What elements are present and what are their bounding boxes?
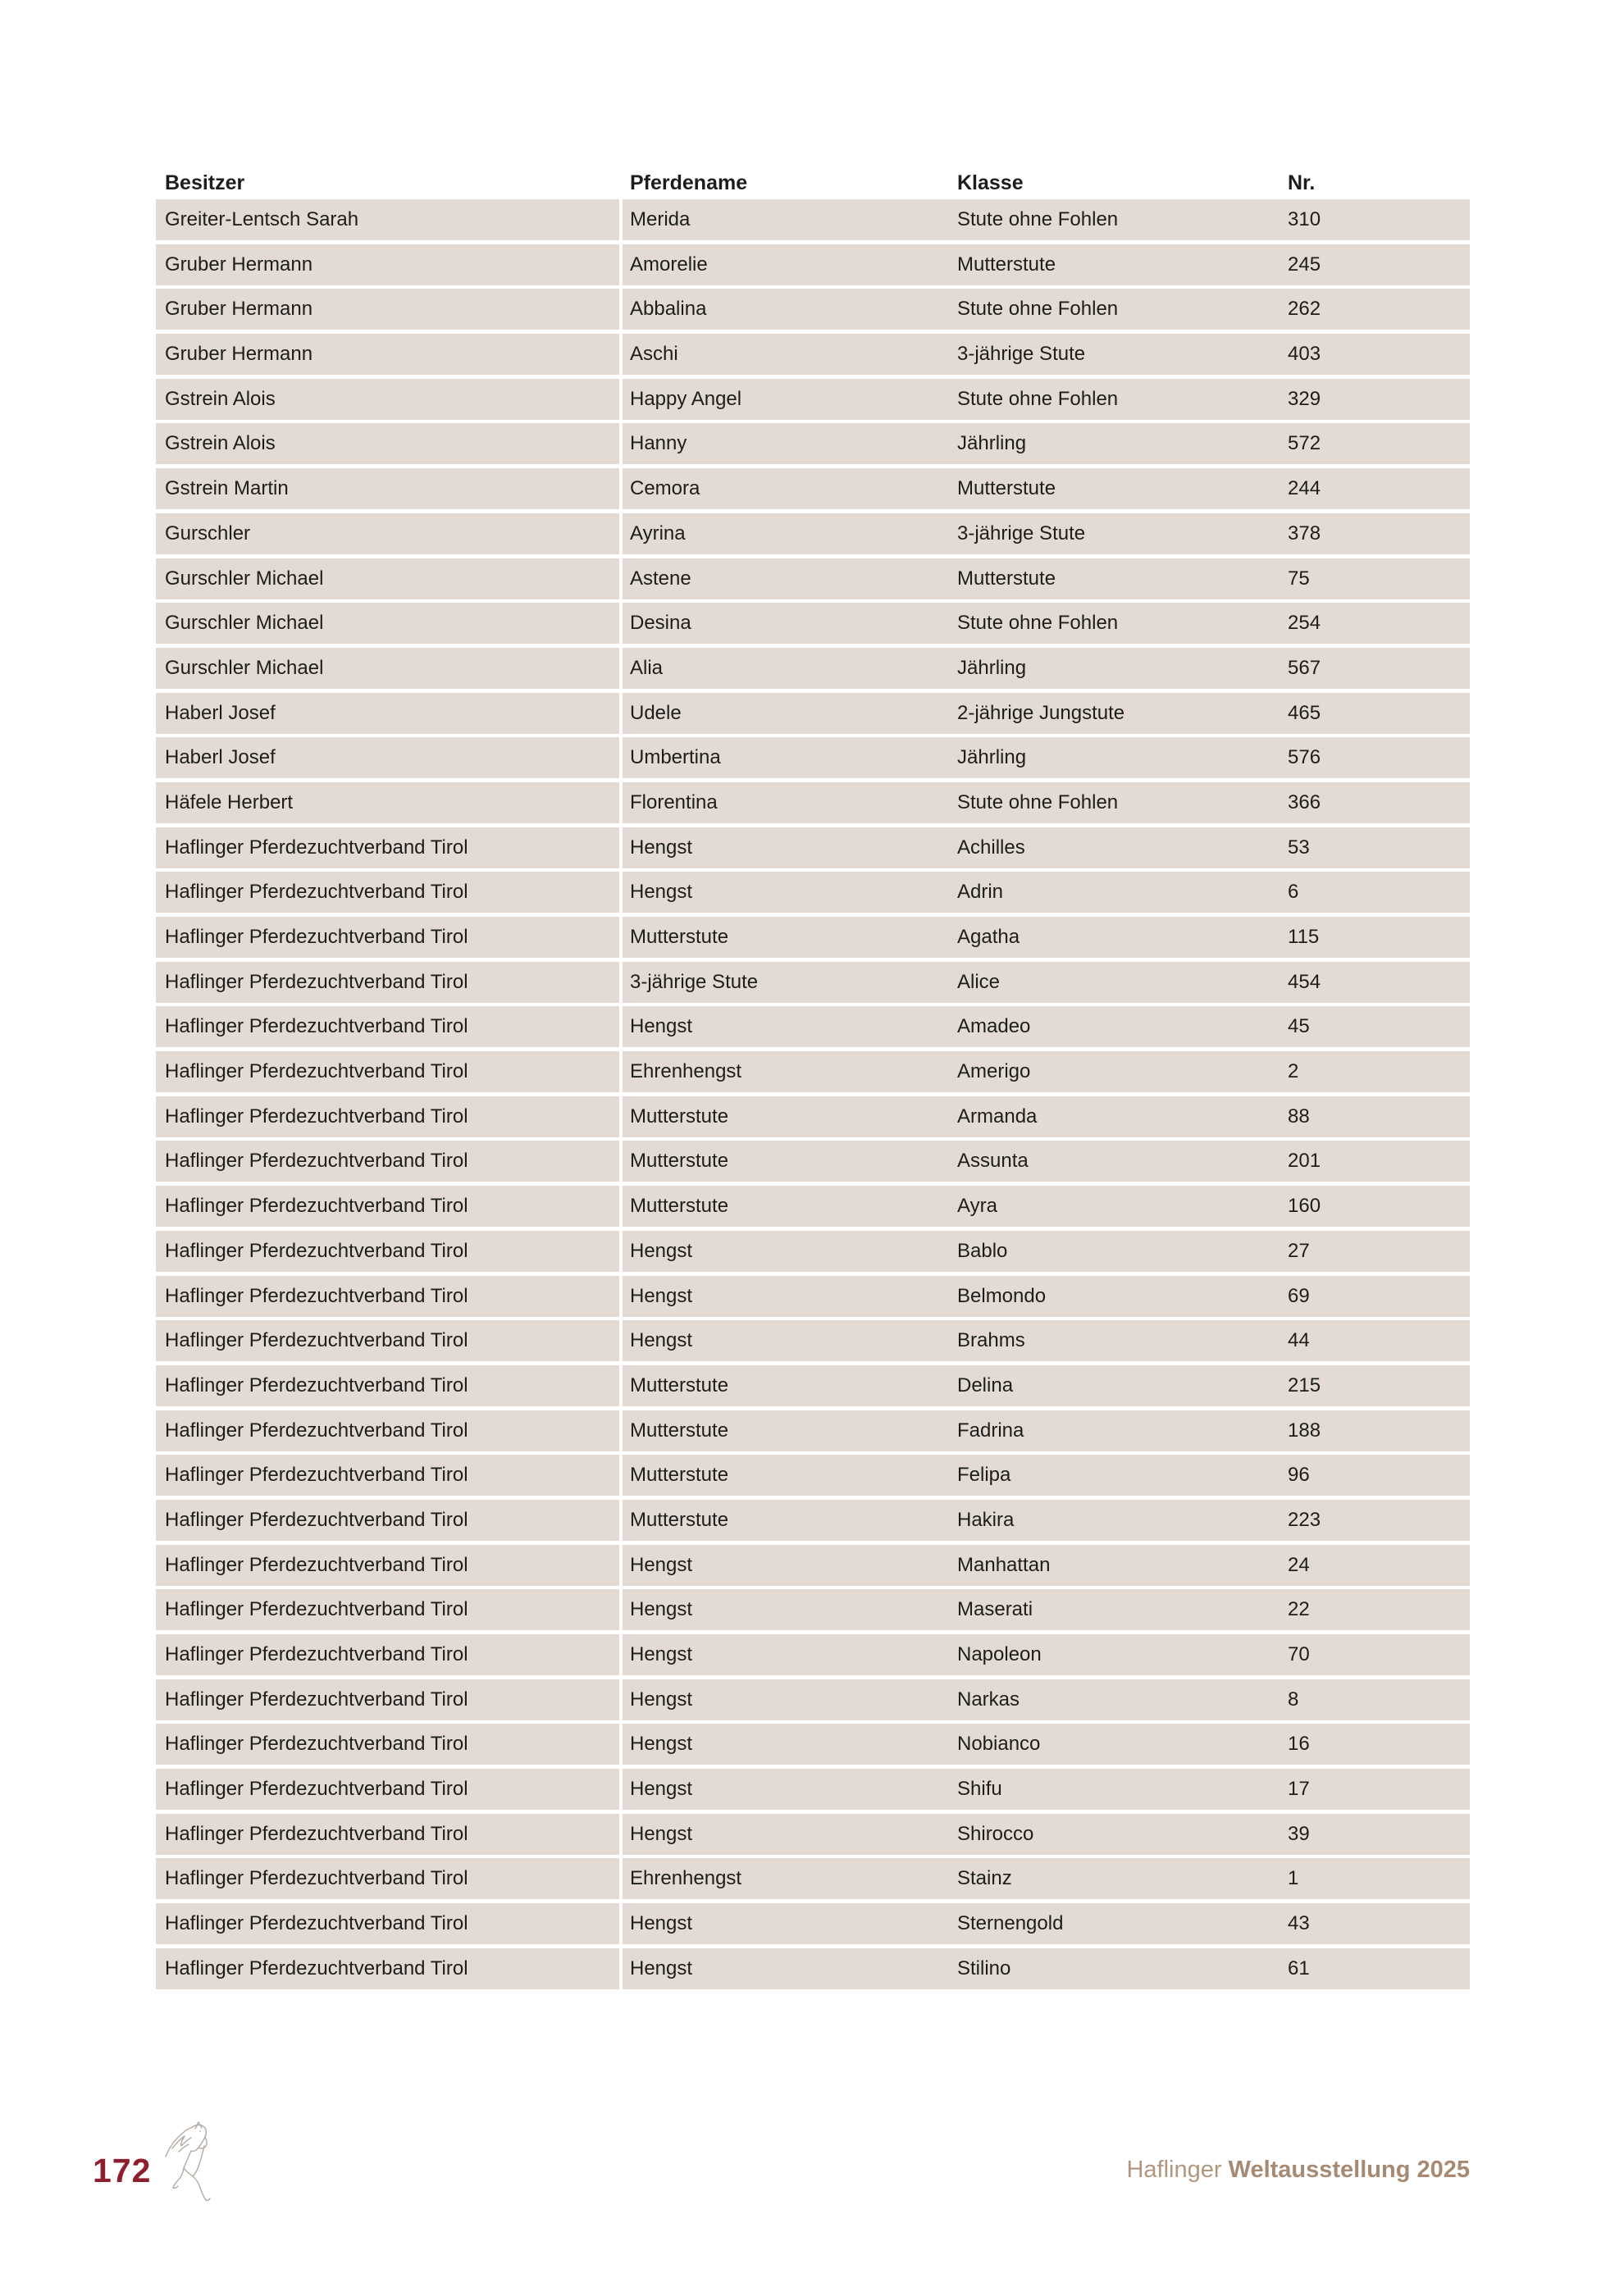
cell-besitzer: Gruber Hermann: [165, 343, 313, 366]
cell-pferdename: Mutterstute: [630, 1195, 729, 1218]
cell-klasse: Armanda: [957, 1105, 1038, 1128]
cell-besitzer: Greiter-Lentsch Sarah: [165, 208, 359, 230]
cell-nr: 2: [1288, 1060, 1299, 1083]
table-row: [156, 917, 1470, 958]
cell-nr: 245: [1288, 253, 1321, 276]
table-row: [156, 1679, 1470, 1720]
cell-klasse: Stute ohne Fohlen: [957, 790, 1119, 813]
cell-besitzer: Haflinger Pferdezuchtverband Tirol: [165, 1195, 468, 1218]
table-row: [156, 1231, 1470, 1272]
cell-klasse: Stainz: [957, 1867, 1012, 1890]
cell-besitzer: Gurschler Michael: [165, 567, 324, 590]
table-row: [156, 827, 1470, 868]
cell-besitzer: Haflinger Pferdezuchtverband Tirol: [165, 836, 468, 859]
cell-pferdename: Amorelie: [630, 253, 708, 276]
cell-besitzer: Haflinger Pferdezuchtverband Tirol: [165, 1822, 468, 1845]
cell-nr: 16: [1288, 1733, 1310, 1756]
cell-pferdename: Hengst: [630, 1284, 693, 1307]
column-header-nr: Nr.: [1288, 171, 1316, 194]
cell-klasse: Fadrina: [957, 1419, 1024, 1442]
cell-pferdename: Mutterstute: [630, 1464, 729, 1487]
row-background-right: [623, 1051, 1470, 1092]
table-row: [156, 1186, 1470, 1227]
cell-besitzer: Haflinger Pferdezuchtverband Tirol: [165, 1464, 468, 1487]
row-background-right: [623, 1948, 1470, 1989]
cell-pferdename: Mutterstute: [630, 1374, 729, 1396]
cell-pferdename: Umbertina: [630, 746, 721, 769]
table-row: [156, 1276, 1470, 1317]
cell-nr: 366: [1288, 790, 1321, 813]
cell-klasse: Stute ohne Fohlen: [957, 612, 1119, 635]
table-row: [156, 513, 1470, 554]
cell-pferdename: Hengst: [630, 881, 693, 904]
cell-pferdename: Aschi: [630, 343, 678, 366]
row-background-right: [623, 1500, 1470, 1541]
table-body: [156, 199, 1470, 1989]
cell-klasse: 3-jährige Stute: [957, 343, 1086, 366]
cell-pferdename: Hengst: [630, 1822, 693, 1845]
cell-nr: 403: [1288, 343, 1321, 366]
row-background-right: [623, 737, 1470, 778]
table-row: [156, 962, 1470, 1003]
cell-nr: 223: [1288, 1508, 1321, 1531]
row-background-right: [623, 1276, 1470, 1317]
cell-pferdename: Ayrina: [630, 522, 686, 544]
table-row: [156, 1858, 1470, 1899]
cell-besitzer: Haflinger Pferdezuchtverband Tirol: [165, 926, 468, 948]
cell-nr: 215: [1288, 1374, 1321, 1396]
cell-nr: 75: [1288, 567, 1310, 590]
table-row: [156, 423, 1470, 464]
cell-besitzer: Gurschler Michael: [165, 656, 324, 679]
cell-besitzer: Gstrein Alois: [165, 432, 276, 455]
row-background-right: [623, 1410, 1470, 1451]
cell-besitzer: Haflinger Pferdezuchtverband Tirol: [165, 1957, 468, 1979]
table-row: [156, 1051, 1470, 1092]
row-background-right: [623, 1141, 1470, 1182]
cell-klasse: Shirocco: [957, 1822, 1034, 1845]
row-background-right: [623, 1634, 1470, 1675]
cell-pferdename: Hengst: [630, 836, 693, 859]
cell-nr: 576: [1288, 746, 1321, 769]
cell-nr: 61: [1288, 1957, 1310, 1979]
cell-besitzer: Haflinger Pferdezuchtverband Tirol: [165, 1912, 468, 1935]
column-header-besitzer: Besitzer: [165, 171, 245, 194]
cell-pferdename: Alia: [630, 656, 664, 679]
cell-klasse: Alice: [957, 970, 1001, 993]
cell-nr: 70: [1288, 1643, 1310, 1665]
cell-pferdename: Ehrenhengst: [630, 1867, 742, 1890]
cell-besitzer: Haflinger Pferdezuchtverband Tirol: [165, 881, 468, 904]
cell-klasse: Stute ohne Fohlen: [957, 208, 1119, 230]
cell-nr: 8: [1288, 1688, 1299, 1711]
row-background-right: [623, 1724, 1470, 1765]
cell-nr: 1: [1288, 1867, 1299, 1890]
cell-pferdename: Hengst: [630, 1912, 693, 1935]
cell-klasse: Sternengold: [957, 1912, 1064, 1935]
cell-besitzer: Haflinger Pferdezuchtverband Tirol: [165, 1598, 468, 1621]
cell-pferdename: 3-jährige Stute: [630, 970, 759, 993]
cell-besitzer: Gruber Hermann: [165, 298, 313, 321]
table-row: [156, 1455, 1470, 1496]
cell-nr: 6: [1288, 881, 1299, 904]
row-background-right: [623, 872, 1470, 913]
cell-besitzer: Haflinger Pferdezuchtverband Tirol: [165, 1553, 468, 1576]
cell-nr: 17: [1288, 1778, 1310, 1801]
cell-besitzer: Haflinger Pferdezuchtverband Tirol: [165, 1643, 468, 1665]
footer-brand-bold: Weltausstellung 2025: [1228, 2157, 1470, 2183]
cell-pferdename: Desina: [630, 612, 691, 635]
cell-pferdename: Hengst: [630, 1643, 693, 1665]
cell-klasse: Stute ohne Fohlen: [957, 298, 1119, 321]
cell-klasse: Agatha: [957, 926, 1020, 948]
cell-pferdename: Hanny: [630, 432, 687, 455]
table-row: [156, 1724, 1470, 1765]
cell-klasse: Mutterstute: [957, 253, 1056, 276]
row-background-right: [623, 1096, 1470, 1137]
cell-pferdename: Hengst: [630, 1239, 693, 1262]
cell-klasse: Amerigo: [957, 1060, 1031, 1083]
cell-pferdename: Mutterstute: [630, 1508, 729, 1531]
cell-nr: 572: [1288, 432, 1321, 455]
cell-pferdename: Hengst: [630, 1957, 693, 1979]
footer-brand-light: Haflinger: [1126, 2157, 1229, 2183]
cell-klasse: Mutterstute: [957, 477, 1056, 500]
row-background-right: [623, 1006, 1470, 1047]
cell-pferdename: Happy Angel: [630, 387, 742, 410]
cell-klasse: Stilino: [957, 1957, 1011, 1979]
cell-pferdename: Mutterstute: [630, 926, 729, 948]
cell-besitzer: Haflinger Pferdezuchtverband Tirol: [165, 1284, 468, 1307]
cell-nr: 329: [1288, 387, 1321, 410]
cell-besitzer: Haberl Josef: [165, 746, 276, 769]
cell-nr: 454: [1288, 970, 1321, 993]
row-background-right: [623, 1455, 1470, 1496]
cell-pferdename: Astene: [630, 567, 691, 590]
cell-nr: 45: [1288, 1015, 1310, 1038]
cell-klasse: Felipa: [957, 1464, 1011, 1487]
cell-klasse: Ayra: [957, 1195, 997, 1218]
cell-nr: 160: [1288, 1195, 1321, 1218]
table-row: [156, 1634, 1470, 1675]
cell-klasse: Jährling: [957, 432, 1027, 455]
cell-nr: 24: [1288, 1553, 1310, 1576]
table-row: [156, 603, 1470, 644]
table-row: [156, 648, 1470, 689]
cell-nr: 310: [1288, 208, 1321, 230]
cell-nr: 567: [1288, 656, 1321, 679]
cell-nr: 43: [1288, 1912, 1310, 1935]
cell-besitzer: Haflinger Pferdezuchtverband Tirol: [165, 1733, 468, 1756]
cell-besitzer: Haflinger Pferdezuchtverband Tirol: [165, 1239, 468, 1262]
cell-pferdename: Hengst: [630, 1553, 693, 1576]
cell-klasse: Belmondo: [957, 1284, 1047, 1307]
column-header-klasse: Klasse: [957, 171, 1024, 194]
cell-pferdename: Hengst: [630, 1015, 693, 1038]
cell-pferdename: Cemora: [630, 477, 700, 500]
cell-nr: 44: [1288, 1329, 1310, 1352]
cell-nr: 188: [1288, 1419, 1321, 1442]
table-row: [156, 1545, 1470, 1586]
row-background-right: [623, 1186, 1470, 1227]
cell-nr: 22: [1288, 1598, 1310, 1621]
cell-besitzer: Häfele Herbert: [165, 790, 294, 813]
cell-klasse: Stute ohne Fohlen: [957, 387, 1119, 410]
cell-pferdename: Abbalina: [630, 298, 707, 321]
cell-pferdename: Hengst: [630, 1688, 693, 1711]
cell-besitzer: Gstrein Alois: [165, 387, 276, 410]
cell-klasse: Manhattan: [957, 1553, 1051, 1576]
cell-pferdename: Merida: [630, 208, 691, 230]
table-row: [156, 244, 1470, 285]
table-row: [156, 1769, 1470, 1810]
cell-klasse: Hakira: [957, 1508, 1015, 1531]
cell-besitzer: Haflinger Pferdezuchtverband Tirol: [165, 1778, 468, 1801]
table-row: [156, 334, 1470, 375]
table-row: [156, 199, 1470, 240]
cell-besitzer: Haberl Josef: [165, 701, 276, 724]
cell-nr: 69: [1288, 1284, 1310, 1307]
cell-pferdename: Florentina: [630, 790, 718, 813]
cell-klasse: Adrin: [957, 881, 1004, 904]
cell-besitzer: Haflinger Pferdezuchtverband Tirol: [165, 1015, 468, 1038]
table-row: [156, 693, 1470, 734]
table-row: [156, 558, 1470, 599]
cell-besitzer: Haflinger Pferdezuchtverband Tirol: [165, 1105, 468, 1128]
row-background-right: [623, 648, 1470, 689]
row-background-right: [623, 1769, 1470, 1810]
cell-pferdename: Hengst: [630, 1598, 693, 1621]
table-row: [156, 1365, 1470, 1406]
cell-klasse: Maserati: [957, 1598, 1033, 1621]
cell-pferdename: Hengst: [630, 1329, 693, 1352]
cell-besitzer: Gurschler Michael: [165, 612, 324, 635]
cell-klasse: Bablo: [957, 1239, 1008, 1262]
cell-nr: 27: [1288, 1239, 1310, 1262]
table-row: [156, 1320, 1470, 1361]
row-background-right: [623, 1814, 1470, 1855]
cell-nr: 465: [1288, 701, 1321, 724]
cell-pferdename: Ehrenhengst: [630, 1060, 742, 1083]
table-row: [156, 1141, 1470, 1182]
cell-nr: 39: [1288, 1822, 1310, 1845]
table-row: [156, 1410, 1470, 1451]
cell-nr: 53: [1288, 836, 1310, 859]
cell-besitzer: Haflinger Pferdezuchtverband Tirol: [165, 1374, 468, 1396]
cell-klasse: Assunta: [957, 1150, 1029, 1173]
cell-besitzer: Haflinger Pferdezuchtverband Tirol: [165, 1688, 468, 1711]
cell-nr: 262: [1288, 298, 1321, 321]
cell-nr: 244: [1288, 477, 1321, 500]
row-background-right: [623, 827, 1470, 868]
row-background-right: [623, 423, 1470, 464]
cell-klasse: Brahms: [957, 1329, 1025, 1352]
cell-klasse: Napoleon: [957, 1643, 1042, 1665]
cell-klasse: 3-jährige Stute: [957, 522, 1086, 544]
cell-klasse: 2-jährige Jungstute: [957, 701, 1125, 724]
cell-besitzer: Haflinger Pferdezuchtverband Tirol: [165, 970, 468, 993]
horse-outline-icon: [161, 2121, 226, 2206]
row-background-right: [623, 1858, 1470, 1899]
table-row: [156, 872, 1470, 913]
cell-pferdename: Mutterstute: [630, 1105, 729, 1128]
cell-klasse: Delina: [957, 1374, 1014, 1396]
cell-besitzer: Haflinger Pferdezuchtverband Tirol: [165, 1508, 468, 1531]
table-row: [156, 737, 1470, 778]
page-number: 172: [93, 2152, 152, 2189]
cell-klasse: Shifu: [957, 1778, 1002, 1801]
table-row: [156, 1589, 1470, 1630]
table-row: [156, 289, 1470, 330]
table-row: [156, 379, 1470, 420]
table-row: [156, 1500, 1470, 1541]
table-header-row: [156, 166, 1470, 199]
cell-pferdename: Hengst: [630, 1733, 693, 1756]
cell-klasse: Achilles: [957, 836, 1025, 859]
row-background-right: [623, 1589, 1470, 1630]
table-row: [156, 1903, 1470, 1944]
table-row: [156, 1006, 1470, 1047]
row-background-right: [623, 1320, 1470, 1361]
footer-brand: [1126, 2157, 1470, 2184]
cell-besitzer: Gruber Hermann: [165, 253, 313, 276]
row-background-right: [623, 1679, 1470, 1720]
cell-klasse: Narkas: [957, 1688, 1020, 1711]
column-header-pferdename: Pferdename: [630, 171, 748, 194]
cell-klasse: Jährling: [957, 746, 1027, 769]
cell-besitzer: Haflinger Pferdezuchtverband Tirol: [165, 1150, 468, 1173]
cell-pferdename: Udele: [630, 701, 682, 724]
cell-nr: 88: [1288, 1105, 1310, 1128]
cell-besitzer: Haflinger Pferdezuchtverband Tirol: [165, 1060, 468, 1083]
table-row: [156, 1814, 1470, 1855]
cell-besitzer: Haflinger Pferdezuchtverband Tirol: [165, 1329, 468, 1352]
row-background-right: [623, 1365, 1470, 1406]
cell-klasse: Amadeo: [957, 1015, 1031, 1038]
row-background-right: [623, 1231, 1470, 1272]
cell-pferdename: Hengst: [630, 1778, 693, 1801]
cell-pferdename: Mutterstute: [630, 1150, 729, 1173]
cell-nr: 378: [1288, 522, 1321, 544]
table-row: [156, 468, 1470, 509]
cell-klasse: Jährling: [957, 656, 1027, 679]
cell-klasse: Mutterstute: [957, 567, 1056, 590]
table-row: [156, 1948, 1470, 1989]
cell-besitzer: Haflinger Pferdezuchtverband Tirol: [165, 1867, 468, 1890]
cell-nr: 96: [1288, 1464, 1310, 1487]
cell-besitzer: Gstrein Martin: [165, 477, 289, 500]
cell-nr: 254: [1288, 612, 1321, 635]
table-row: [156, 782, 1470, 823]
cell-klasse: Nobianco: [957, 1733, 1041, 1756]
cell-pferdename: Mutterstute: [630, 1419, 729, 1442]
table-row: [156, 1096, 1470, 1137]
cell-besitzer: Haflinger Pferdezuchtverband Tirol: [165, 1419, 468, 1442]
cell-besitzer: Gurschler: [165, 522, 251, 544]
row-background-right: [623, 917, 1470, 958]
cell-nr: 115: [1288, 926, 1320, 948]
catalog-table: [156, 166, 1470, 1993]
cell-nr: 201: [1288, 1150, 1321, 1173]
